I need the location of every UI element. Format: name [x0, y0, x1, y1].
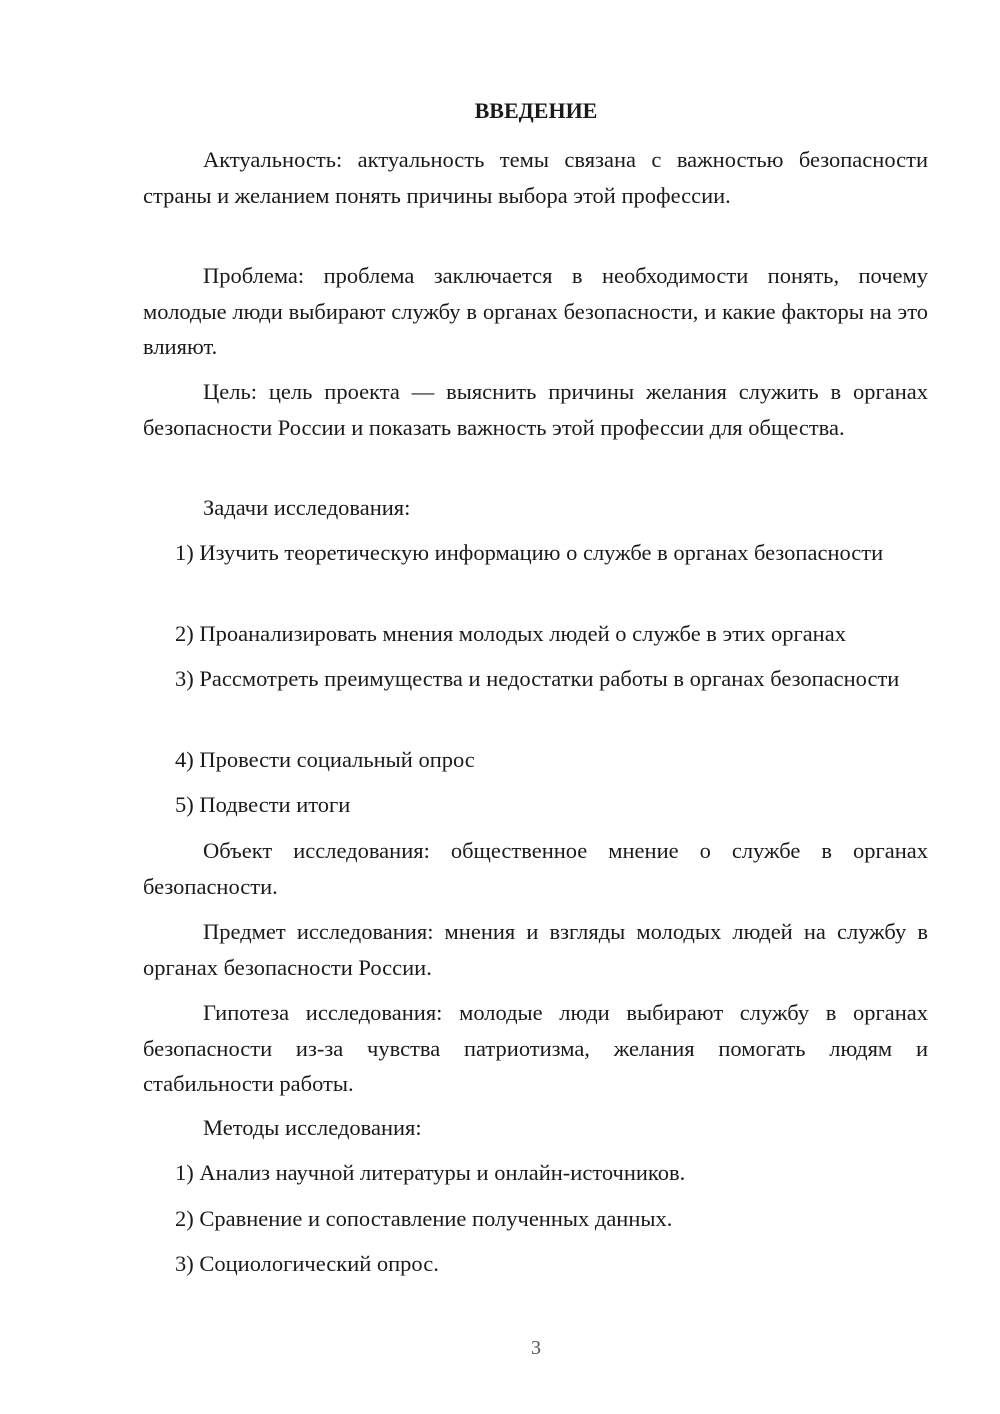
task-item: 2) Проанализировать мнения молодых людей о службе в этих органах [175, 621, 846, 646]
section-heading: ВВЕДЕНИЕ [474, 98, 598, 123]
subject-paragraph: Предмет исследования: мнения и взгляды молодых людей на службу в органах безопасности России. [143, 919, 928, 980]
method-item: 2) Сравнение и сопоставление полученных данных. [175, 1206, 673, 1231]
task-item: 1) Изучить теоретическую информацию о службе в органах безопасности [175, 540, 884, 565]
methods-title: Методы исследования: [203, 1115, 422, 1140]
method-item: 1) Анализ научной литературы и онлайн-источников. [175, 1160, 686, 1185]
tasks-title: Задачи исследования: [203, 495, 411, 520]
task-item: 5) Подвести итоги [175, 792, 351, 817]
goal-paragraph: Цель: цель проекта — выяснить причины желания служить в органах безопасности России и показать важность этой профессии для общества. [143, 379, 928, 440]
problem-paragraph: Проблема: проблема заключается в необходимости понять, почему молодые люди выбирают службу в органах безопасности, и какие факторы на это влияют. [143, 263, 928, 359]
method-item: 3) Социологический опрос. [175, 1251, 439, 1276]
task-item: 4) Провести социальный опрос [175, 747, 475, 772]
task-item: 3) Рассмотреть преимущества и недостатки работы в органах безопасности [175, 666, 900, 691]
relevance-paragraph: Актуальность: актуальность темы связана с важностью безопасности страны и желанием понять причины выбора этой профессии. [143, 147, 928, 208]
hypothesis-paragraph: Гипотеза исследования: молодые люди выбирают службу в органах безопасности из-за чувства патриотизма, желания помогать людям и стабильности работы. [143, 1000, 928, 1096]
object-paragraph: Объект исследования: общественное мнение о службе в органах безопасности. [143, 838, 928, 899]
page-number: 3 [531, 1337, 541, 1359]
